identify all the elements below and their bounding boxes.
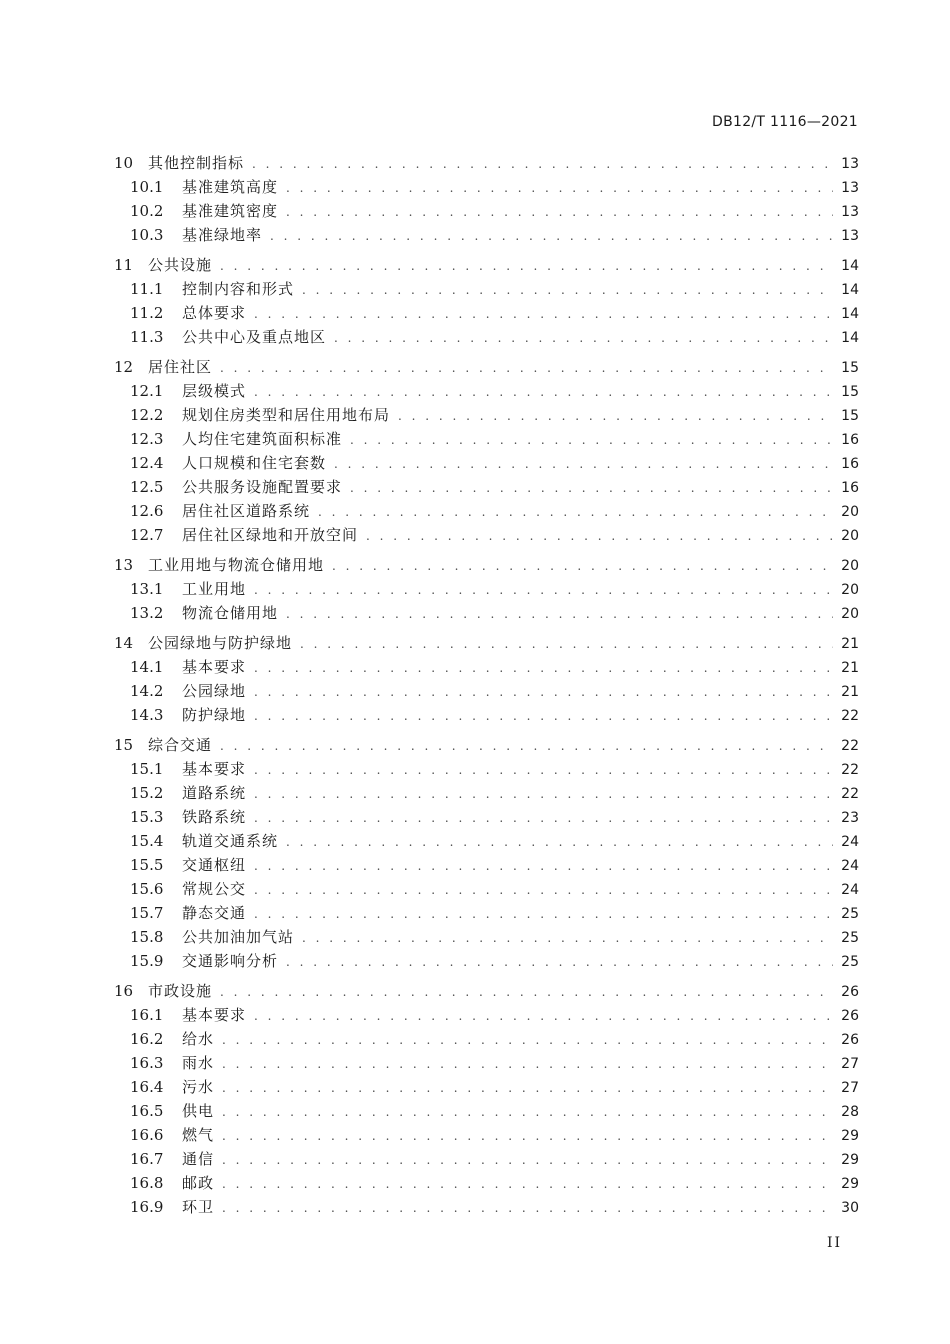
toc-entry[interactable] <box>114 1195 859 1219</box>
toc-leader-dots <box>254 1004 833 1028</box>
toc-section-number: 16 <box>114 982 134 1000</box>
toc-entry[interactable] <box>114 523 859 547</box>
toc-page-number: 13 <box>841 228 859 244</box>
toc-section-title: 工业用地 <box>182 580 247 598</box>
toc-page-number: 29 <box>841 1128 859 1144</box>
toc-entry[interactable] <box>114 223 859 247</box>
toc-entry[interactable] <box>114 199 859 223</box>
toc-entry[interactable] <box>114 601 859 625</box>
toc-section-title: 轨道交通系统 <box>182 832 279 850</box>
toc-section-number: 10 <box>114 154 134 172</box>
toc-leader-dots <box>254 302 833 326</box>
toc-entry[interactable] <box>114 979 859 1003</box>
toc-page-number: 20 <box>841 606 859 622</box>
toc-section-title: 控制内容和形式 <box>182 280 295 298</box>
table-of-contents <box>114 151 859 1219</box>
toc-section-number: 14.1 <box>130 658 164 676</box>
document-code: DB12/T 1116—2021 <box>712 114 858 130</box>
toc-page-number: 29 <box>841 1152 859 1168</box>
toc-leader-dots <box>254 854 833 878</box>
toc-leader-dots <box>254 680 833 704</box>
toc-page-number: 13 <box>841 156 859 172</box>
toc-entry[interactable] <box>114 151 859 175</box>
toc-leader-dots <box>222 1100 833 1124</box>
toc-section-number: 15.1 <box>130 760 164 778</box>
toc-section-title: 公共中心及重点地区 <box>182 328 327 346</box>
toc-page-number: 14 <box>841 282 859 298</box>
toc-section-number: 10.2 <box>130 202 164 220</box>
toc-entry[interactable] <box>114 277 859 301</box>
toc-page-number: 20 <box>841 558 859 574</box>
toc-section-title: 居住社区 <box>148 358 213 376</box>
toc-page-number: 25 <box>841 906 859 922</box>
toc-page-number: 26 <box>841 984 859 1000</box>
toc-page-number: 22 <box>841 708 859 724</box>
toc-section-number: 15.3 <box>130 808 164 826</box>
toc-section-number: 14.2 <box>130 682 164 700</box>
toc-leader-dots <box>254 656 833 680</box>
toc-section-number: 15.4 <box>130 832 164 850</box>
toc-section-title: 基准建筑密度 <box>182 202 279 220</box>
toc-section-number: 10.1 <box>130 178 164 196</box>
toc-section-number: 13.1 <box>130 580 164 598</box>
toc-section-title: 给水 <box>182 1030 215 1048</box>
toc-page-number: 22 <box>841 762 859 778</box>
toc-page-number: 28 <box>841 1104 859 1120</box>
toc-page-number: 21 <box>841 684 859 700</box>
page-number: II <box>826 1235 842 1251</box>
toc-leader-dots <box>350 476 833 500</box>
toc-page-number: 27 <box>841 1080 859 1096</box>
toc-leader-dots <box>220 734 833 758</box>
toc-section-number: 16.1 <box>130 1006 164 1024</box>
toc-section-title: 燃气 <box>182 1126 215 1144</box>
toc-entry[interactable] <box>114 403 859 427</box>
toc-leader-dots <box>220 980 833 1004</box>
toc-page-number: 14 <box>841 330 859 346</box>
toc-section-number: 16.7 <box>130 1150 164 1168</box>
toc-section-number: 15.9 <box>130 952 164 970</box>
toc-leader-dots <box>286 200 833 224</box>
toc-section-title: 道路系统 <box>182 784 247 802</box>
toc-entry[interactable] <box>114 925 859 949</box>
toc-entry[interactable] <box>114 1171 859 1195</box>
toc-entry[interactable] <box>114 1027 859 1051</box>
toc-leader-dots <box>254 878 833 902</box>
toc-leader-dots <box>254 806 833 830</box>
toc-leader-dots <box>254 902 833 926</box>
toc-leader-dots <box>398 404 833 428</box>
toc-leader-dots <box>222 1052 833 1076</box>
toc-entry[interactable] <box>114 175 859 199</box>
toc-page-number: 13 <box>841 204 859 220</box>
toc-page-number: 21 <box>841 636 859 652</box>
toc-entry[interactable] <box>114 1147 859 1171</box>
toc-section-title: 交通枢纽 <box>182 856 247 874</box>
toc-page-number: 24 <box>841 834 859 850</box>
toc-section-number: 11.3 <box>130 328 164 346</box>
toc-entry[interactable] <box>114 631 859 655</box>
toc-section-title: 基准绿地率 <box>182 226 263 244</box>
toc-section-title: 公共设施 <box>148 256 213 274</box>
toc-page-number: 13 <box>841 180 859 196</box>
toc-section-title: 综合交通 <box>148 736 213 754</box>
toc-section-number: 15.5 <box>130 856 164 874</box>
toc-section-number: 12.6 <box>130 502 164 520</box>
toc-page-number: 26 <box>841 1008 859 1024</box>
toc-section-title: 铁路系统 <box>182 808 247 826</box>
toc-entry[interactable] <box>114 805 859 829</box>
toc-page-number: 24 <box>841 858 859 874</box>
toc-leader-dots <box>286 830 833 854</box>
toc-section-title: 常规公交 <box>182 880 247 898</box>
toc-leader-dots <box>252 152 833 176</box>
toc-page-number: 26 <box>841 1032 859 1048</box>
toc-leader-dots <box>220 254 833 278</box>
toc-section-number: 12.1 <box>130 382 164 400</box>
toc-entry[interactable] <box>114 427 859 451</box>
toc-section-number: 11 <box>114 256 134 274</box>
toc-section-title: 物流仓储用地 <box>182 604 279 622</box>
toc-section-title: 层级模式 <box>182 382 247 400</box>
toc-leader-dots <box>222 1076 833 1100</box>
toc-entry[interactable] <box>114 1099 859 1123</box>
toc-section-title: 公共加油加气站 <box>182 928 295 946</box>
toc-entry[interactable] <box>114 853 859 877</box>
toc-entry[interactable] <box>114 325 859 349</box>
toc-section-title: 静态交通 <box>182 904 247 922</box>
toc-leader-dots <box>300 632 833 656</box>
toc-section-number: 13 <box>114 556 134 574</box>
toc-leader-dots <box>222 1172 833 1196</box>
toc-section-title: 公园绿地与防护绿地 <box>148 634 293 652</box>
toc-section-title: 污水 <box>182 1078 215 1096</box>
toc-leader-dots <box>318 500 833 524</box>
toc-page-number: 14 <box>841 258 859 274</box>
toc-entry[interactable] <box>114 301 859 325</box>
toc-page-number: 25 <box>841 954 859 970</box>
toc-leader-dots <box>302 278 833 302</box>
toc-section-title: 基准建筑高度 <box>182 178 279 196</box>
toc-entry[interactable] <box>114 1003 859 1027</box>
toc-entry[interactable] <box>114 757 859 781</box>
toc-entry[interactable] <box>114 733 859 757</box>
toc-section-number: 15.6 <box>130 880 164 898</box>
toc-section-number: 15.2 <box>130 784 164 802</box>
toc-section-number: 14.3 <box>130 706 164 724</box>
toc-leader-dots <box>334 452 833 476</box>
toc-section-title: 公共服务设施配置要求 <box>182 478 343 496</box>
toc-leader-dots <box>222 1028 833 1052</box>
toc-section-title: 防护绿地 <box>182 706 247 724</box>
toc-page-number: 20 <box>841 528 859 544</box>
toc-entry[interactable] <box>114 877 859 901</box>
toc-page-number: 21 <box>841 660 859 676</box>
toc-page-number: 16 <box>841 456 859 472</box>
toc-section-number: 16.4 <box>130 1078 164 1096</box>
toc-entry[interactable] <box>114 253 859 277</box>
toc-entry[interactable] <box>114 577 859 601</box>
toc-page-number: 14 <box>841 306 859 322</box>
toc-entry[interactable] <box>114 379 859 403</box>
toc-leader-dots <box>366 524 833 548</box>
toc-section-number: 16.2 <box>130 1030 164 1048</box>
toc-section-title: 工业用地与物流仓储用地 <box>148 556 325 574</box>
toc-section-title: 基本要求 <box>182 760 247 778</box>
toc-page-number: 22 <box>841 738 859 754</box>
toc-leader-dots <box>350 428 833 452</box>
toc-entry[interactable] <box>114 475 859 499</box>
toc-page-number: 16 <box>841 432 859 448</box>
toc-entry[interactable] <box>114 781 859 805</box>
toc-section-title: 居住社区绿地和开放空间 <box>182 526 359 544</box>
toc-section-number: 16.6 <box>130 1126 164 1144</box>
toc-entry[interactable] <box>114 829 859 853</box>
toc-page-number: 16 <box>841 480 859 496</box>
toc-leader-dots <box>270 224 833 248</box>
toc-section-title: 规划住房类型和居住用地布局 <box>182 406 391 424</box>
toc-section-title: 公园绿地 <box>182 682 247 700</box>
toc-entry[interactable] <box>114 949 859 973</box>
toc-section-title: 总体要求 <box>182 304 247 322</box>
toc-section-number: 12.4 <box>130 454 164 472</box>
toc-page-number: 15 <box>841 408 859 424</box>
toc-section-number: 12 <box>114 358 134 376</box>
toc-section-number: 10.3 <box>130 226 164 244</box>
toc-section-title: 基本要求 <box>182 658 247 676</box>
toc-entry[interactable] <box>114 499 859 523</box>
toc-entry[interactable] <box>114 655 859 679</box>
toc-section-title: 居住社区道路系统 <box>182 502 311 520</box>
toc-entry[interactable] <box>114 553 859 577</box>
toc-leader-dots <box>302 926 833 950</box>
toc-leader-dots <box>254 782 833 806</box>
toc-section-number: 12.3 <box>130 430 164 448</box>
toc-page-number: 15 <box>841 384 859 400</box>
toc-page-number: 20 <box>841 582 859 598</box>
toc-section-title: 供电 <box>182 1102 215 1120</box>
toc-leader-dots <box>222 1148 833 1172</box>
toc-section-number: 16.9 <box>130 1198 164 1216</box>
toc-leader-dots <box>332 554 833 578</box>
toc-section-number: 13.2 <box>130 604 164 622</box>
toc-leader-dots <box>334 326 833 350</box>
toc-section-number: 15 <box>114 736 134 754</box>
toc-section-number: 12.7 <box>130 526 164 544</box>
toc-section-title: 人均住宅建筑面积标准 <box>182 430 343 448</box>
toc-section-number: 16.3 <box>130 1054 164 1072</box>
toc-entry[interactable] <box>114 355 859 379</box>
toc-leader-dots <box>286 950 833 974</box>
toc-section-number: 16.8 <box>130 1174 164 1192</box>
toc-leader-dots <box>220 356 833 380</box>
toc-section-number: 12.5 <box>130 478 164 496</box>
toc-section-number: 12.2 <box>130 406 164 424</box>
toc-section-number: 11.1 <box>130 280 164 298</box>
toc-section-title: 基本要求 <box>182 1006 247 1024</box>
toc-entry[interactable] <box>114 1051 859 1075</box>
toc-section-number: 14 <box>114 634 134 652</box>
toc-page-number: 20 <box>841 504 859 520</box>
toc-section-title: 交通影响分析 <box>182 952 279 970</box>
toc-section-title: 通信 <box>182 1150 215 1168</box>
toc-section-title: 人口规模和住宅套数 <box>182 454 327 472</box>
toc-section-title: 其他控制指标 <box>148 154 245 172</box>
toc-entry[interactable] <box>114 451 859 475</box>
toc-entry[interactable] <box>114 901 859 925</box>
toc-section-number: 16.5 <box>130 1102 164 1120</box>
toc-leader-dots <box>286 176 833 200</box>
toc-entry[interactable] <box>114 1123 859 1147</box>
toc-leader-dots <box>286 602 833 626</box>
toc-section-title: 市政设施 <box>148 982 213 1000</box>
toc-page-number: 30 <box>841 1200 859 1216</box>
toc-leader-dots <box>254 380 833 404</box>
toc-section-title: 环卫 <box>182 1198 215 1216</box>
toc-leader-dots <box>254 758 833 782</box>
toc-page-number: 15 <box>841 360 859 376</box>
toc-entry[interactable] <box>114 1075 859 1099</box>
toc-page-number: 22 <box>841 786 859 802</box>
toc-leader-dots <box>222 1124 833 1148</box>
toc-page-number: 23 <box>841 810 859 826</box>
toc-page-number: 25 <box>841 930 859 946</box>
toc-leader-dots <box>254 578 833 602</box>
toc-section-title: 雨水 <box>182 1054 215 1072</box>
toc-section-number: 15.8 <box>130 928 164 946</box>
toc-page-number: 27 <box>841 1056 859 1072</box>
toc-leader-dots <box>222 1196 833 1220</box>
toc-section-number: 11.2 <box>130 304 164 322</box>
toc-section-title: 邮政 <box>182 1174 215 1192</box>
toc-leader-dots <box>254 704 833 728</box>
toc-section-number: 15.7 <box>130 904 164 922</box>
toc-entry[interactable] <box>114 679 859 703</box>
toc-page-number: 29 <box>841 1176 859 1192</box>
toc-page-number: 24 <box>841 882 859 898</box>
toc-entry[interactable] <box>114 703 859 727</box>
